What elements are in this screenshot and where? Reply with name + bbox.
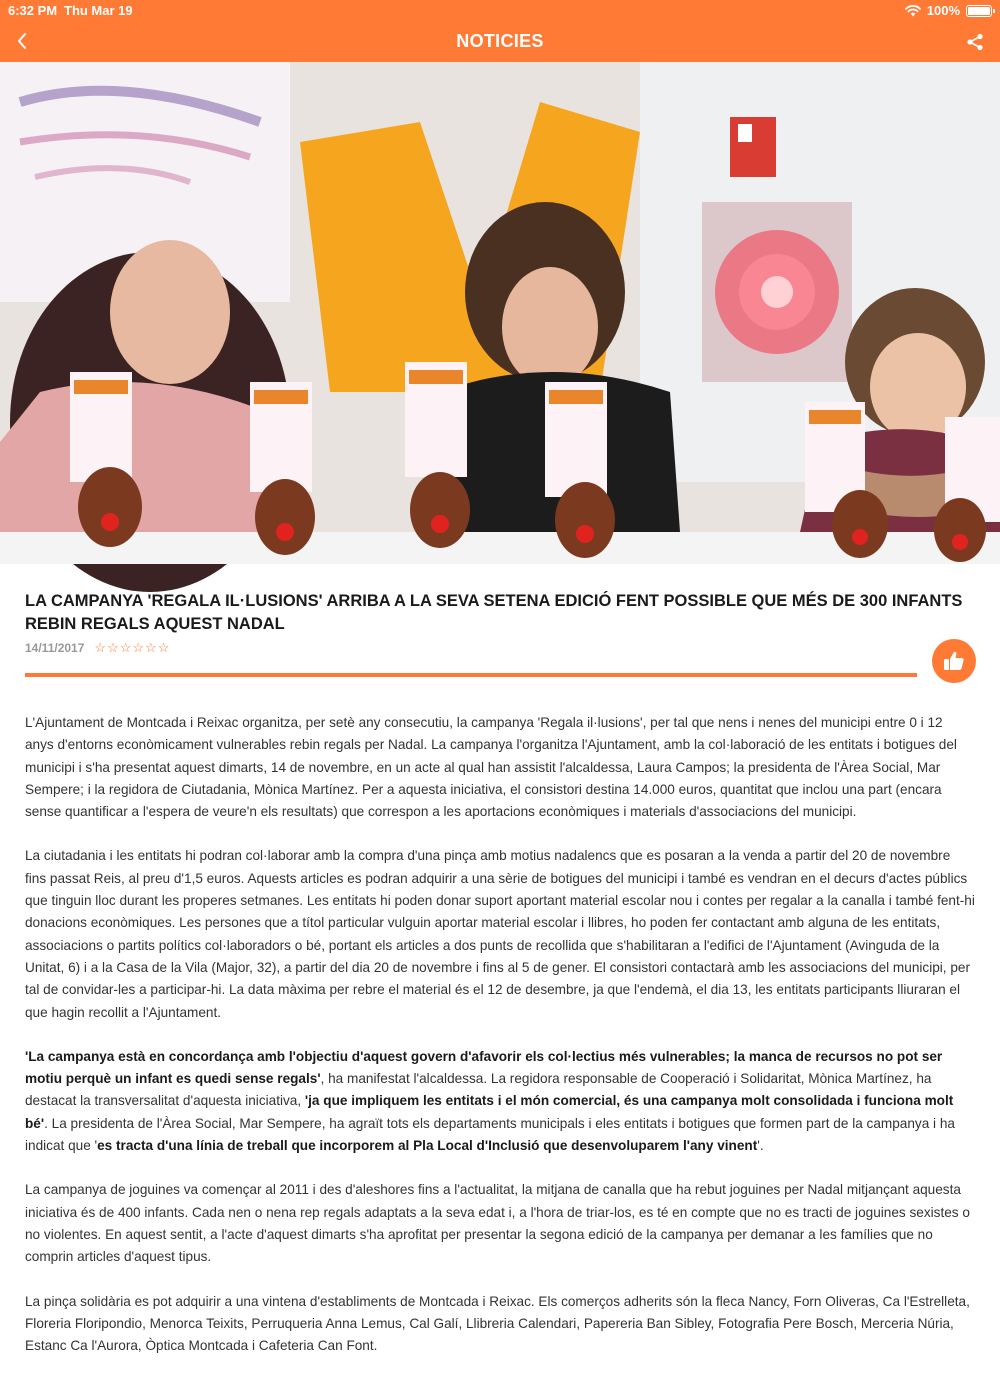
article-paragraph: L'Ajuntament de Montcada i Reixac organitza, per setè any consecutiu, la campanya 'Regala il·lusions', per tal que nens i nenes del municipi entre 0 i 12 anys d'entorns econòmicament vulnerables rebin regals per Nadal. La campanya l'organitza l'Ajuntament, amb la col·laboració de les entitats i botigues del municipi i s'ha presentat aquest dimarts, 14 de novembre, en un acte al qual han assistit l'alcaldessa, Laura Campos; la presidenta de l'Àrea Social, Mar Sempere; i la regidora de Ciutadania, Mònica Martínez. Per a aquesta iniciativa, el consistori destina 14.000 euros, quantitat que inclou una part (encara sense quantificar a l'espera de veure'n els resultats) que correspon a les aportacions econòmiques i materials d'associacions del municipi.	[25, 715, 957, 820]
article-paragraph: La campanya de joguines va començar al 2011 i des d'aleshores fins a l'actualitat, la mitjana de canalla que ha rebut joguines per Nadal mitjançant aquesta iniciativa és de 400 infants. Cada nen o nena rep regals adaptats a la seva edat i, a l'hora de triar-los, es té en compte que no es tracti de joguines sexistes o no violentes. En aquest sentit, a l'acte d'aquest dimarts s'ha aprofitat per presentar la segona edició de la campanya per demanar a les famílies que no comprin articles d'aquest tipus.	[25, 1182, 970, 1265]
quote-bold: 'La campanya està en concordança amb l'objectiu d'aquest govern d'afavorir els col·lectius més vulnerables; la manca de recursos no pot ser motiu perquè un infant es quedi sense regals'	[25, 1048, 943, 1087]
quote-bold: es tracta d'una línia de treball que incorporem al Pla Local d'Inclusió que desenvoluparem l'any vinent	[97, 1138, 758, 1154]
article-paragraph	[25, 1046, 975, 1157]
battery-percent: 100%	[926, 3, 960, 18]
star-icon[interactable]: ☆	[119, 640, 132, 655]
paragraph-text: . La presidenta de l'Àrea Social, Mar Sempere, ha agraït tots els departaments municipals i eles entitats i botigues que formen part de la campanya i ha indicat que '	[25, 1115, 955, 1154]
star-icon[interactable]: ☆	[107, 640, 119, 655]
paragraph-text: , ha manifestat l'alcaldessa. La regidora responsable de Cooperació i Solidaritat, Mònica Martínez, ha destacat la transversalitat d'aquesta iniciativa,	[25, 1071, 932, 1109]
status-indicators	[905, 3, 992, 18]
star-icon[interactable]: ☆	[132, 640, 145, 655]
thumbs-up-icon	[942, 649, 966, 673]
article-paragraph: La ciutadania i les entitats hi podran col·laborar amb la compra d'una pinça amb motius nadalencs que es posaran a la venda a partir del 20 de novembre fins passat Reis, al preu d'1,5 euros. Aquests articles es podran adquirir a una sèrie de botigues del municipi i també es vendran en el decurs d'actes públics que tinguin lloc durant les properes setmanes. Les entitats hi poden donar suport aportant material escolar nou i contes per regalar a la canalla i també fent-hi donacions econòmiques. Les persones que a títol particular vulguin aportar material escolar i llibres, ho poden fer contactant amb alguna de les entitats, associacions o partits polítics col·laboradors o bé, portant els articles a dos punts de recollida que s'habilitaran a l'edifici de l'Ajuntament (Avinguda de la Unitat, 6) i a la Casa de la Vila (Major, 32), a partir del dia 20 de novembre i fins al 5 de gener. El consistori contactarà amb les associacions del municipi, per tal de convidar-les a participar-hi. La data màxima per rebre el material és el 12 de desembre, ja que l'endemà, el dia 13, les entitats participants lliuraran el que hagin recollit a l'Ajuntament.	[25, 848, 975, 1020]
rating-stars[interactable]	[94, 641, 169, 655]
share-icon	[966, 33, 984, 51]
article-date: 14/11/2017	[25, 641, 85, 655]
status-time: 6:32 PM	[8, 3, 58, 18]
page-title: NOTICIES	[456, 31, 544, 51]
article-body	[25, 712, 975, 1379]
article-image	[0, 62, 1000, 564]
wifi-icon	[905, 5, 921, 17]
top-bar	[0, 0, 1000, 62]
star-icon[interactable]: ☆	[145, 640, 157, 655]
battery-icon	[966, 5, 992, 17]
title-divider	[25, 673, 917, 677]
press-conference-photo	[0, 62, 1000, 564]
article-title: LA CAMPANYA 'REGALA IL·LUSIONS' ARRIBA A LA SEVA SETENA EDICIÓ FENT POSSIBLE QUE MÉS DE 300 INFANTS REBIN REGALS AQUEST NADAL	[25, 592, 963, 633]
share-button[interactable]	[962, 29, 988, 55]
star-icon[interactable]: ☆	[94, 640, 107, 655]
quote-bold: 'ja que impliquem les entitats i el món comercial, és una campanya molt consolidada i funciona molt bé'	[25, 1093, 954, 1131]
star-icon[interactable]: ☆	[157, 640, 170, 655]
paragraph-text: '.	[757, 1138, 764, 1154]
article-meta	[25, 641, 169, 655]
article-paragraph: La pinça solidària es pot adquirir a una vintena d'establiments de Montcada i Reixac. Els comerços adherits són la fleca Nancy, Forn Oliveras, Ca l'Estrelleta, Floreria Floripondio, Menorca Teixits, Perruqueria Anna Lemus, Cal Galí, Llibreria Calendari, Papereria Ban Sibley, Fotografia Pere Bosch, Merceria Núria, Estanc Ca l'Aurora, Òptica Montcada i Cafeteria Can Font.	[25, 1293, 970, 1354]
like-button[interactable]	[932, 639, 976, 683]
status-date: Thu Mar 19	[64, 3, 133, 18]
